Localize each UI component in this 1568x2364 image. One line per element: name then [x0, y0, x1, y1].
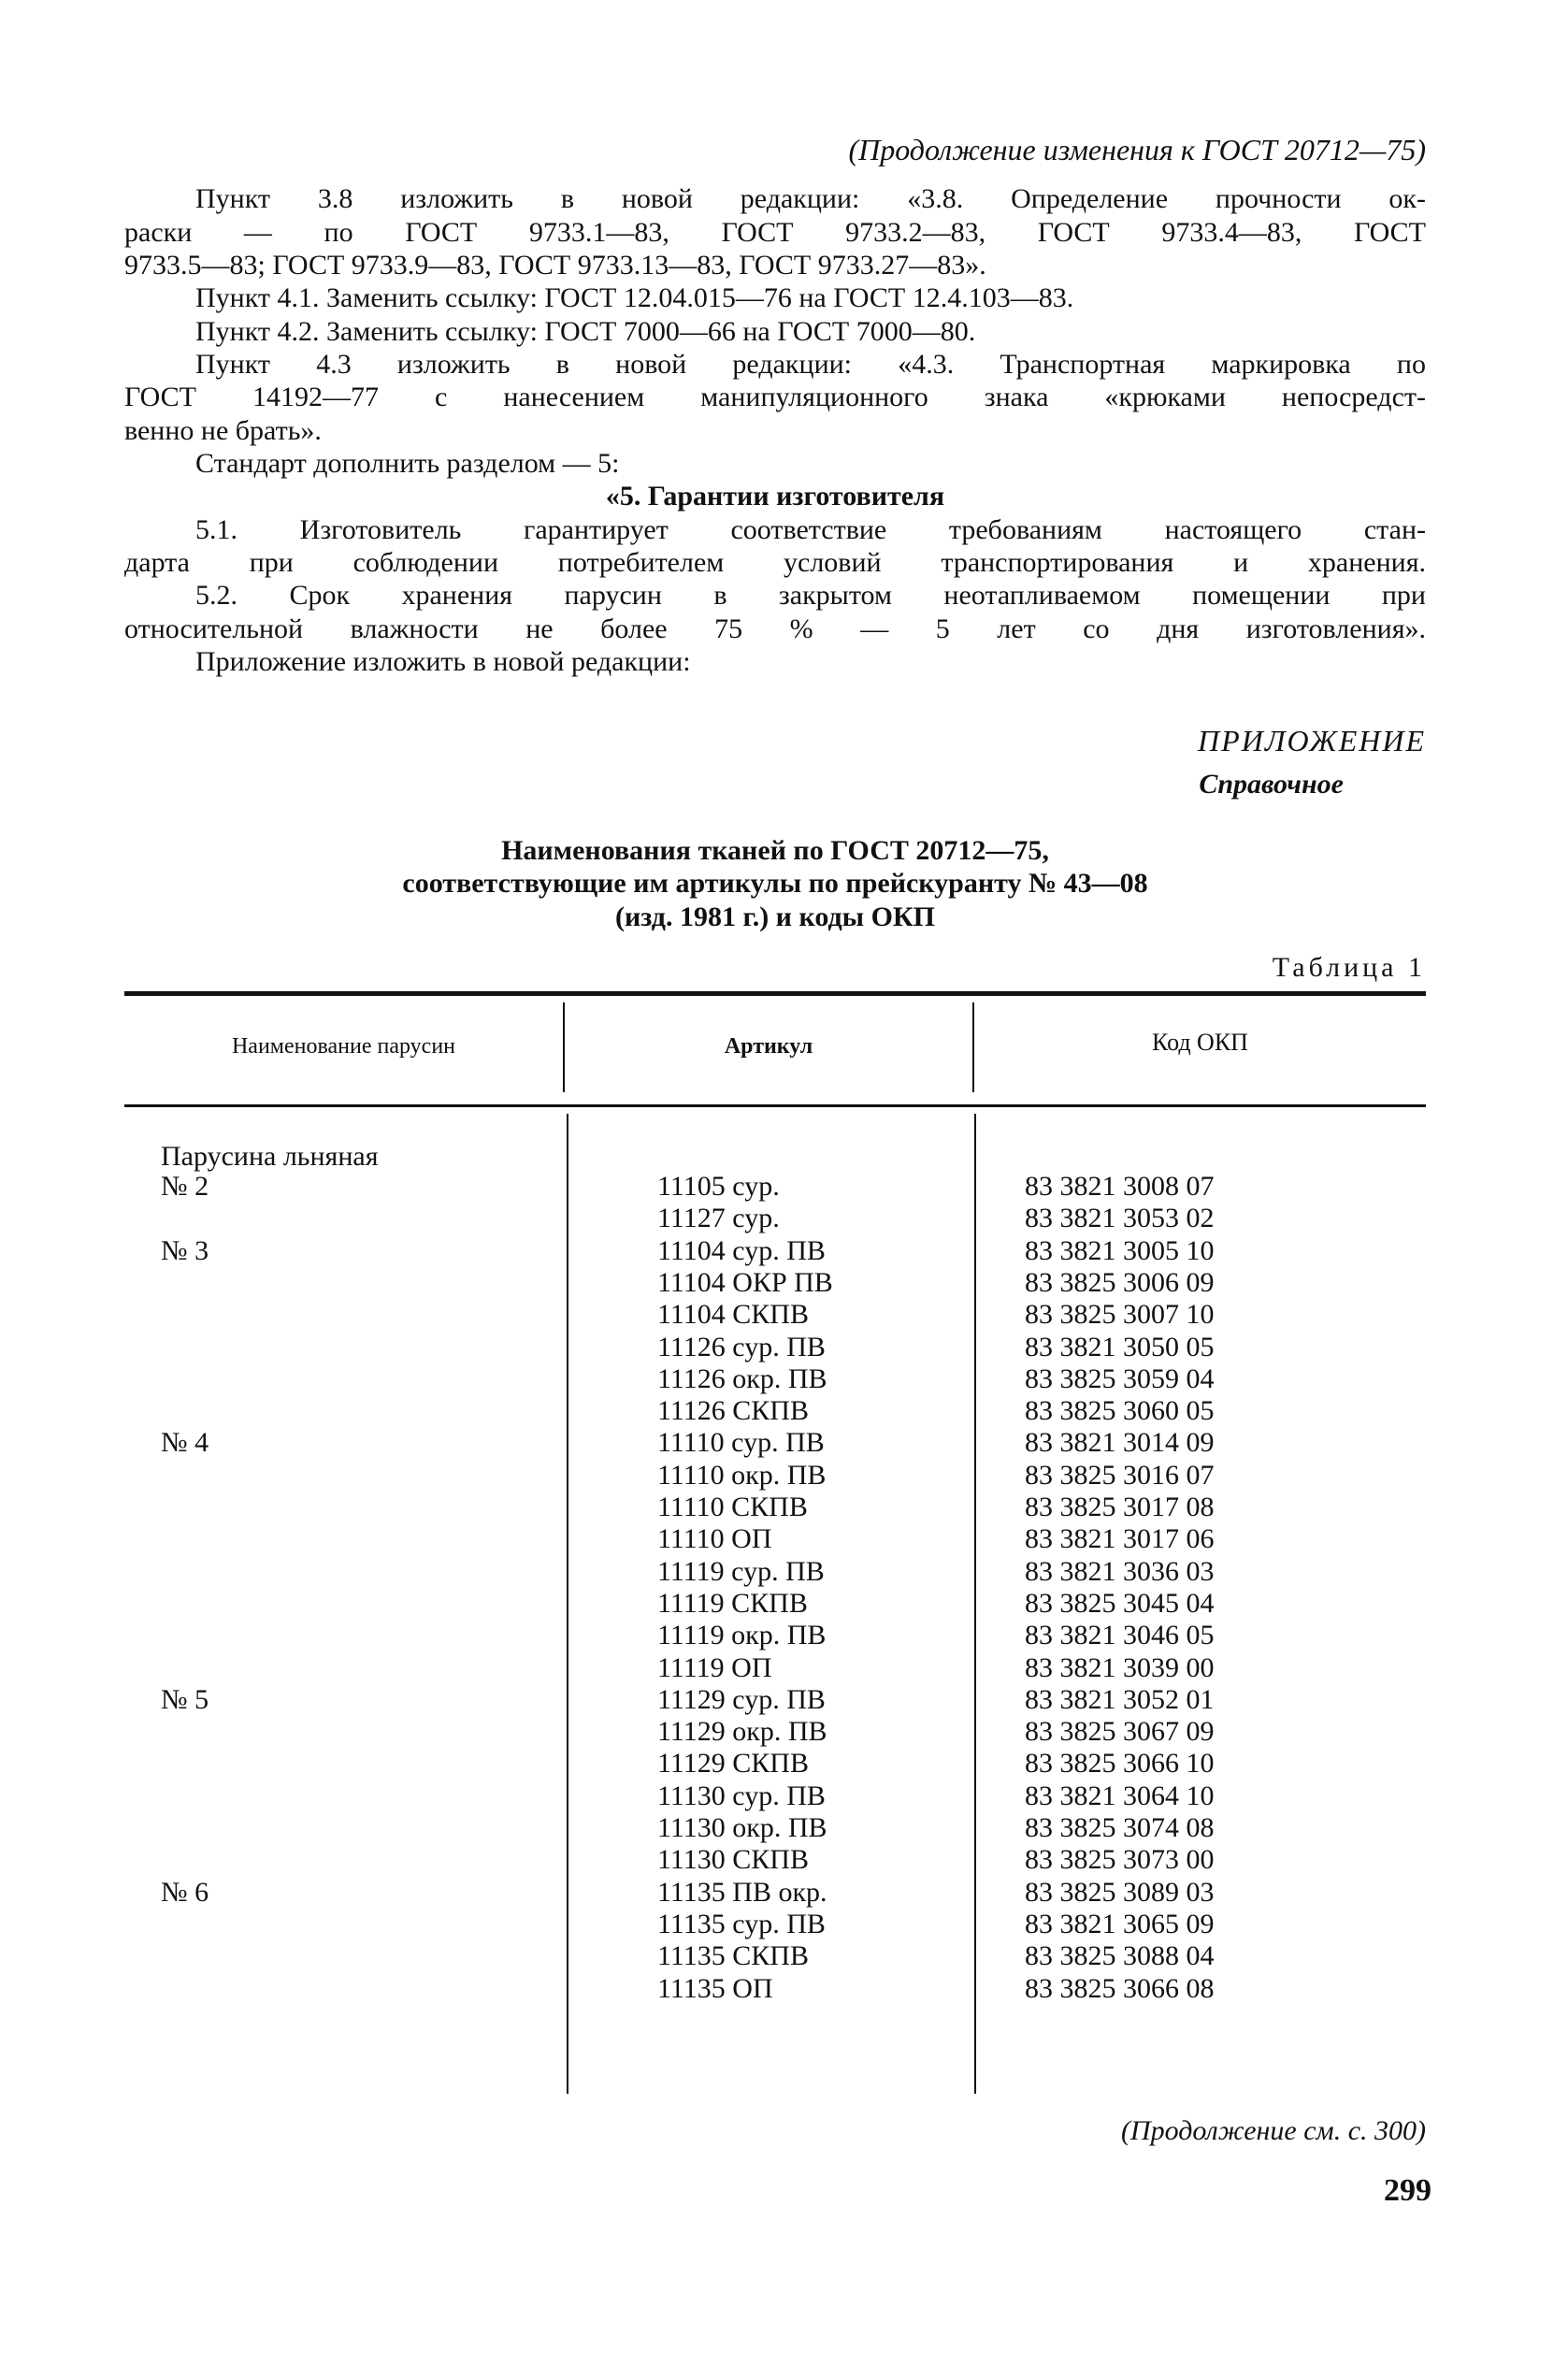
row-okp-code: 83 3821 3065 09: [1025, 1908, 1215, 1939]
row-okp-code: 83 3825 3006 09: [1025, 1266, 1215, 1298]
row-okp-code: 83 3825 3089 03: [1025, 1876, 1215, 1908]
paragraph-line: 5.2. Срок хранения парусин в закрытом неотапливаемом помещении при: [195, 580, 1426, 611]
row-name: № 6: [161, 1876, 209, 1908]
row-name: № 2: [161, 1171, 209, 1202]
row-okp-code: 83 3825 3060 05: [1025, 1395, 1215, 1427]
continuation-note: (Продолжение см. с. 300): [1120, 2115, 1426, 2146]
row-article: 11110 окр. ПВ: [657, 1459, 827, 1491]
table-label: Таблица 1: [1272, 952, 1426, 983]
row-article: 11126 окр. ПВ: [657, 1362, 827, 1394]
appendix-title: ПРИЛОЖЕНИЕ: [1198, 724, 1426, 757]
appendix-subtitle: Справочное: [1199, 769, 1344, 800]
paragraph-line: дарта при соблюдении потребителем условий транспортирования и хранения.: [124, 547, 1426, 578]
row-okp-code: 83 3821 3039 00: [1025, 1651, 1215, 1683]
row-article: 11135 ОП: [657, 1972, 773, 2004]
row-name: № 4: [161, 1427, 209, 1459]
section-heading: «5. Гарантии изготовителя: [605, 481, 945, 512]
row-article: 11110 сур. ПВ: [657, 1427, 825, 1459]
row-article: 11119 окр. ПВ: [657, 1620, 827, 1651]
paragraph-line: Пункт 4.1. Заменить ссылку: ГОСТ 12.04.015—76 на ГОСТ 12.4.103—83.: [195, 282, 1074, 313]
row-okp-code: 83 3821 3064 10: [1025, 1780, 1215, 1811]
row-article: 11126 сур. ПВ: [657, 1331, 826, 1362]
row-article: 11119 СКПВ: [657, 1587, 808, 1619]
row-article: 11135 сур. ПВ: [657, 1908, 826, 1939]
row-name: № 5: [161, 1683, 209, 1715]
table-top-rule: [124, 991, 1426, 996]
row-article: 11119 ОП: [657, 1651, 772, 1683]
row-okp-code: 83 3825 3088 04: [1025, 1940, 1215, 1972]
header-name: Наименование парусин: [231, 1034, 456, 1059]
page-number: 299: [1384, 2173, 1431, 2208]
header-okp-code: Код ОКП: [1152, 1029, 1248, 1056]
row-okp-code: 83 3825 3074 08: [1025, 1812, 1215, 1843]
row-article: 11130 сур. ПВ: [657, 1780, 826, 1811]
header-article: Артикул: [724, 1034, 813, 1059]
row-okp-code: 83 3821 3036 03: [1025, 1555, 1215, 1587]
table-title-line: соответствующие им артикулы по прейскуранту № 43—08: [402, 868, 1148, 899]
row-article: 11119 сур. ПВ: [657, 1555, 825, 1587]
row-okp-code: 83 3825 3066 08: [1025, 1972, 1215, 2004]
paragraph-line: относительной влажности не более 75 % — 5 лет со дня изготовления».: [124, 613, 1426, 644]
row-article: 11104 сур. ПВ: [657, 1234, 826, 1266]
row-article: 11129 окр. ПВ: [657, 1716, 827, 1748]
row-article: 11126 СКПВ: [657, 1395, 809, 1427]
paragraph-line: Приложение изложить в новой редакции:: [195, 646, 691, 677]
row-name: № 3: [161, 1234, 209, 1266]
paragraph-line: ГОСТ 14192—77 с нанесением манипуляционного знака «крюками непосредст-: [124, 382, 1426, 412]
table-title-line: Наименования тканей по ГОСТ 20712—75,: [501, 835, 1049, 866]
column-divider: [974, 1114, 976, 2094]
row-okp-code: 83 3821 3005 10: [1025, 1234, 1215, 1266]
row-okp-code: 83 3825 3007 10: [1025, 1299, 1215, 1331]
row-okp-code: 83 3825 3066 10: [1025, 1748, 1215, 1780]
row-okp-code: 83 3821 3050 05: [1025, 1331, 1215, 1362]
column-divider: [567, 1114, 568, 2094]
row-okp-code: 83 3821 3046 05: [1025, 1620, 1215, 1651]
row-okp-code: 83 3821 3052 01: [1025, 1683, 1215, 1715]
row-okp-code: 83 3821 3017 06: [1025, 1523, 1215, 1555]
row-article: 11130 СКПВ: [657, 1844, 809, 1876]
row-article: 11135 СКПВ: [657, 1940, 809, 1972]
paragraph-line: Пункт 4.2. Заменить ссылку: ГОСТ 7000—66 на ГОСТ 7000—80.: [195, 316, 976, 347]
paragraph-line: 9733.5—83; ГОСТ 9733.9—83, ГОСТ 9733.13—83, ГОСТ 9733.27—83».: [124, 250, 986, 281]
table-title-line: (изд. 1981 г.) и коды ОКП: [614, 901, 936, 932]
paragraph-line: раски — по ГОСТ 9733.1—83, ГОСТ 9733.2—83, ГОСТ 9733.4—83, ГОСТ: [124, 217, 1426, 248]
row-article: 11127 сур.: [657, 1203, 780, 1234]
row-article: 11135 ПВ окр.: [657, 1876, 827, 1908]
paragraph-line: Стандарт дополнить разделом — 5:: [195, 448, 620, 479]
row-okp-code: 83 3825 3073 00: [1025, 1844, 1215, 1876]
row-article: 11130 окр. ПВ: [657, 1812, 827, 1843]
row-okp-code: 83 3821 3008 07: [1025, 1171, 1215, 1202]
paragraph-line: 5.1. Изготовитель гарантирует соответствие требованиям настоящего стан-: [195, 514, 1426, 545]
row-okp-code: 83 3825 3059 04: [1025, 1362, 1215, 1394]
paragraph-line: венно не брать».: [124, 415, 322, 446]
row-article: 11104 ОКР ПВ: [657, 1266, 833, 1298]
row-okp-code: 83 3821 3053 02: [1025, 1203, 1215, 1234]
header-bottom-rule: [124, 1104, 1426, 1107]
paragraph-line: Пункт 4.3 изложить в новой редакции: «4.3. Транспортная маркировка по: [195, 349, 1426, 380]
row-article: 11104 СКПВ: [657, 1299, 809, 1331]
row-article: 11129 сур. ПВ: [657, 1683, 826, 1715]
row-okp-code: 83 3825 3045 04: [1025, 1587, 1215, 1619]
row-article: 11105 сур.: [657, 1171, 780, 1202]
row-article: 11110 СКПВ: [657, 1492, 808, 1522]
row-article: 11129 СКПВ: [657, 1748, 809, 1780]
row-article: 11110 ОП: [657, 1523, 772, 1555]
row-okp-code: 83 3825 3017 08: [1025, 1492, 1215, 1522]
page-header: (Продолжение изменения к ГОСТ 20712—75): [848, 133, 1426, 166]
paragraph-line: Пункт 3.8 изложить в новой редакции: «3.8. Определение прочности ок-: [195, 183, 1426, 214]
row-okp-code: 83 3821 3014 09: [1025, 1427, 1215, 1459]
group-title: Парусина льняная: [161, 1141, 379, 1172]
row-okp-code: 83 3825 3067 09: [1025, 1716, 1215, 1748]
row-okp-code: 83 3825 3016 07: [1025, 1459, 1215, 1491]
